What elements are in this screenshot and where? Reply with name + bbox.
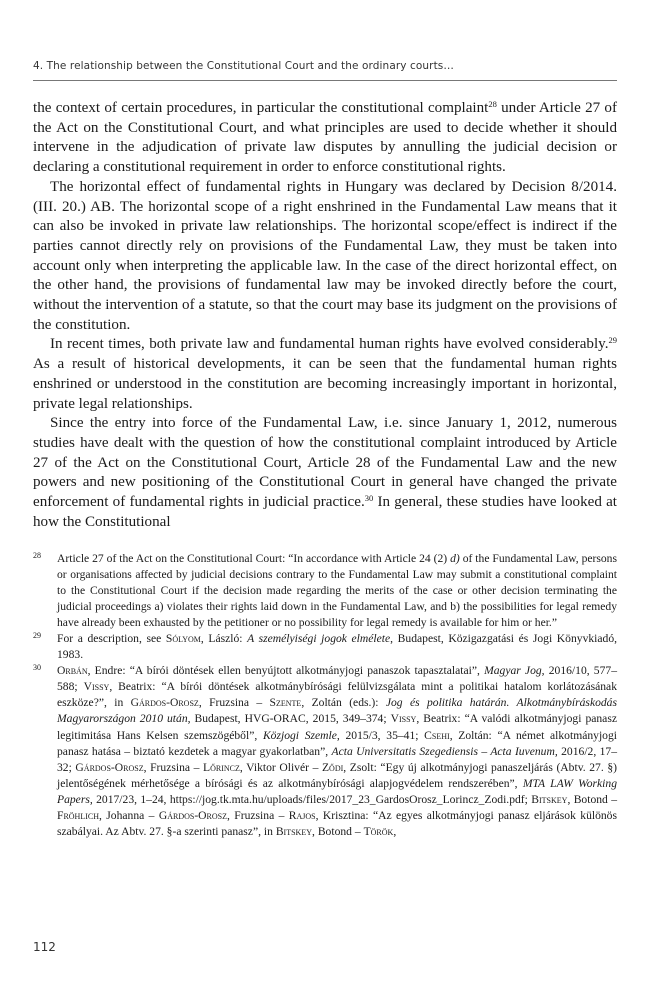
main-text (33, 99, 617, 532)
footnote-number: 29 (33, 631, 41, 641)
footnote-30: 30 Orbán, Endre: “A bírói döntések ellen benyújtott alkotmányjogi panaszok tapasztalatai”, Magyar Jog, 2016/10, 577–588; Vissy, Beatrix: “A bírói döntések alkotmánybírósági felülvizsgálata mint a politikai hatalom korlátozásának eszköze?”, in Gárdos-Orosz, Fruzsina – Szente, Zoltán (eds.): Jog és politika határán. Alkotmánybíráskodás Magyarországon 2010 után, Budapest, HVG-ORAC, 2015, 349–374; Vissy, Beatrix: “A valódi alkotmányjogi panasz legitimitása Hans Kelsen szemszögéből”, Közjogi Szemle, 2015/3, 35–41; Csehi, Zoltán: “A német alkotmányjogi panasz hatása – biztató kezdetek a magyar gyakorlatban”, Acta Universitatis Szegediensis – Acta Iuvenum, 2016/2, 17–32; Gárdos-Orosz, Fruzsina – Lőrincz, Viktor Olivér – Ződi, Zsolt: “Egy új alkotmányjogi panaszeljárás (Abtv. 27. §) jelentőségének mérhetősége a bírósági és az alkotmánybírósági alapjogvédelem rendszerében”, MTA LAW Working Papers, 2017/23, 1–24, https://jog.tk.mta.hu/uploads/files/2017_23_GardosOrosz_Lorincz_Zodi.pdf; Bitskey, Botond – Fröhlich, Johanna – Gárdos-Orosz, Fruzsina – Rajos, Krisztina: “Az egyes alkotmányjogi panasz eljárások különös szabályai. Az Abtv. 27. §-a szerinti panasz”, in Bitskey, Botond – Török, (33, 663, 617, 840)
running-header: 4. The relationship between the Constitutional Court and the ordinary courts… (33, 60, 454, 72)
page-number: 112 (33, 940, 56, 954)
footnote-ref-30[interactable]: 30 (364, 493, 374, 504)
author-name: Sólyom (165, 632, 201, 646)
footnote-ref-29[interactable]: 29 (608, 335, 617, 346)
cited-title: A személyiségi jogok elmélete (247, 632, 391, 646)
paragraph-1: the context of certain procedures, in particular the constitutional complaint$^{28}$ under Article 27 of the Act on the Constitutional Court, and what principles are used to decide whether it should intervene in the adjudication of private law disputes by annulling the judicial decision or declaring a constitutional requirement in order to enforce constitutional rights. (33, 99, 618, 176)
footnote-ref-28[interactable]: 28 (488, 99, 497, 109)
paragraph-3: In recent times, both private law and fundamental human rights have evolved considerably.$^{29}$ As a result of historical developments, it can be seen that the fundamental human rights enshrined or understood in the constitution are becoming increasingly important in horizontal, private legal relationships. (33, 335, 617, 412)
footnotes (33, 551, 617, 840)
paragraph-4: Since the entry into force of the Fundamental Law, i.e. since January 1, 2012, numerous studies have dealt with the question of how the constitutional complaint introduced by Article 27 of the Act on the Constitutional Court, Article 28 of the Fundamental Law and the new powers and new positioning of the Constitutional Court in general have changed the private enforcement of fundamental rights in judicial practice.$^{30}$ In general, these studies have looked at how the Constitutional (33, 415, 617, 530)
footnote-28: 28 Article 27 of the Act on the Constitutional Court: “In accordance with Article 24 (2) d) of the Fundamental Law, persons or organisations affected by judicial decisions contrary to the Fundamental Law may submit a constitutional complaint to the Constitutional Court if the decision made regarding the merits of the case or other decision terminating the judicial proceedings a) violates their rights laid down in the Fundamental Law, and b) the possibilities for legal remedy have already been exhausted by the petitioner or no possibility for legal remedy is available for him or her.” (33, 551, 617, 631)
paragraph-2: The horizontal effect of fundamental rights in Hungary was declared by Decision 8/2014. (III. 20.) AB. The horizontal scope of a right enshrined in the Fundamental Law means that it can also be invoked in private law relationships. The horizontal scope/effect is indirect if the parties cannot directly rely on provisions of the Fundamental Law, they must be taken into account only when interpreting the applicable law. In the case of the direct horizontal effect, on the other hand, the provisions of fundamental law may be invoked directly before the court, without the intervention of a statute, so that the court may base its judgment on the provisions of the constitution. (33, 178, 617, 333)
footnote-number: 30 (33, 663, 41, 673)
footnote-29: 29 For a description, see Sólyom, László: A személyiségi jogok elmélete, Budapest, Közigazgatási és Jogi Könyvkiadó, 1983. (33, 631, 617, 663)
footnote-number: 28 (33, 551, 41, 560)
header-rule (33, 80, 617, 81)
